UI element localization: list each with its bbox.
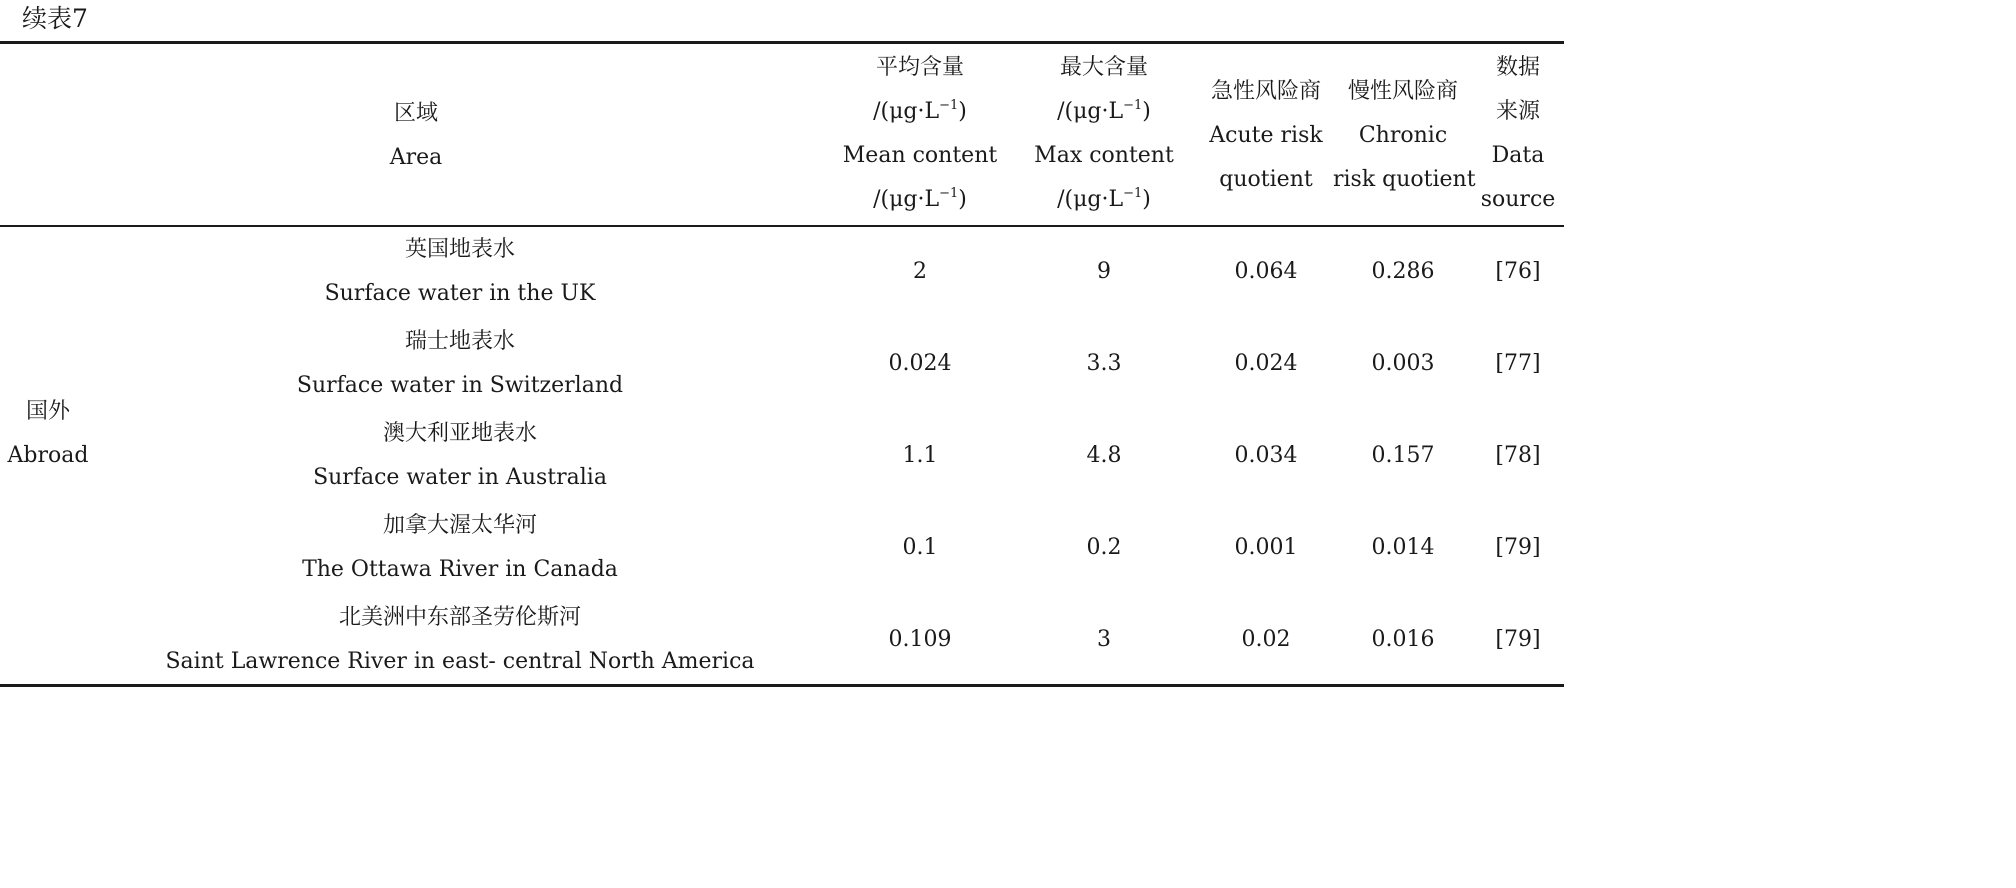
row-max: 3.3 — [1086, 351, 1122, 376]
row-acute: 0.064 — [1234, 259, 1298, 284]
row-max: 4.8 — [1086, 443, 1122, 468]
row-source: [76] — [1495, 259, 1541, 284]
row-chronic: 0.014 — [1371, 535, 1435, 560]
row-mean: 0.109 — [888, 627, 952, 652]
row-acute: 0.02 — [1241, 627, 1291, 652]
row-mean: 1.1 — [902, 443, 938, 468]
row-area-en: Surface water in Switzerland — [296, 373, 624, 398]
bottom-rule — [0, 684, 1564, 687]
row-area-zh: 北美洲中东部圣劳伦斯河 — [338, 605, 581, 630]
group-label — [0, 390, 96, 478]
header-acute-zh: 急性风险商 — [1210, 79, 1321, 104]
row-area-zh: 英国地表水 — [404, 237, 515, 262]
header-max-en: Max content — [1034, 143, 1174, 168]
row-area-zh: 澳大利亚地表水 — [382, 421, 537, 446]
row-source: [79] — [1495, 627, 1541, 652]
row-chronic: 0.157 — [1371, 443, 1435, 468]
header-chronic-en-2: risk quotient — [1333, 167, 1476, 192]
header-max-unit-en: $/(\mu g\cdot L^{-1})$ — [1057, 186, 1151, 212]
row-area — [160, 412, 760, 500]
header-chronic-en-1: Chronic — [1358, 123, 1448, 148]
row-area — [160, 504, 760, 592]
row-area-en: Surface water in the UK — [324, 281, 596, 306]
row-max: 9 — [1097, 259, 1111, 284]
group-label-en: Abroad — [7, 443, 89, 468]
header-mean-zh: 平均含量 — [875, 55, 964, 80]
header-mean-unit-en: $/(\mu g\cdot L^{-1})$ — [873, 186, 967, 212]
header-area-en: Area — [389, 145, 443, 170]
header-source-zh-1: 数据 — [1495, 55, 1540, 80]
header-source-en-1: Data — [1491, 143, 1545, 168]
header-rule — [0, 225, 1564, 227]
row-max: 3 — [1097, 627, 1111, 652]
row-area — [160, 228, 760, 316]
row-area-zh: 瑞士地表水 — [404, 329, 515, 354]
table-caption: 续表7 — [22, 4, 88, 33]
row-area-zh: 加拿大渥太华河 — [382, 513, 537, 538]
row-source: [77] — [1495, 351, 1541, 376]
header-max-unit: $/(\mu g\cdot L^{-1})$ — [1057, 98, 1151, 124]
row-chronic: 0.286 — [1371, 259, 1435, 284]
header-mean-en: Mean content — [842, 143, 998, 168]
row-mean: 0.1 — [902, 535, 938, 560]
header-chronic — [1333, 70, 1476, 202]
header-mean-unit: $/(\mu g\cdot L^{-1})$ — [873, 98, 967, 124]
row-chronic: 0.003 — [1371, 351, 1435, 376]
header-chronic-zh: 慢性风险商 — [1347, 79, 1458, 104]
group-label-zh: 国外 — [25, 399, 70, 424]
top-rule — [0, 41, 1564, 44]
header-max — [1004, 46, 1204, 222]
row-acute: 0.024 — [1234, 351, 1298, 376]
header-source-zh-2: 来源 — [1495, 99, 1540, 124]
header-area — [216, 92, 616, 180]
header-source-en-2: source — [1480, 187, 1556, 212]
row-max: 0.2 — [1086, 535, 1122, 560]
header-max-zh: 最大含量 — [1059, 55, 1148, 80]
row-mean: 2 — [913, 259, 927, 284]
row-mean: 0.024 — [888, 351, 952, 376]
header-area-zh: 区域 — [393, 101, 438, 126]
header-mean — [820, 46, 1020, 222]
row-area — [160, 596, 760, 684]
header-acute-en-2: quotient — [1219, 167, 1313, 192]
row-area — [160, 320, 760, 408]
row-source: [78] — [1495, 443, 1541, 468]
row-source: [79] — [1495, 535, 1541, 560]
header-source — [1474, 46, 1562, 222]
header-acute-en-1: Acute risk — [1209, 123, 1323, 148]
row-area-en: The Ottawa River in Canada — [302, 557, 618, 582]
row-chronic: 0.016 — [1371, 627, 1435, 652]
row-area-en: Surface water in Australia — [313, 465, 607, 490]
row-acute: 0.034 — [1234, 443, 1298, 468]
row-acute: 0.001 — [1234, 535, 1298, 560]
header-acute — [1196, 70, 1336, 202]
row-area-en: Saint Lawrence River in east- central North America — [165, 649, 755, 674]
